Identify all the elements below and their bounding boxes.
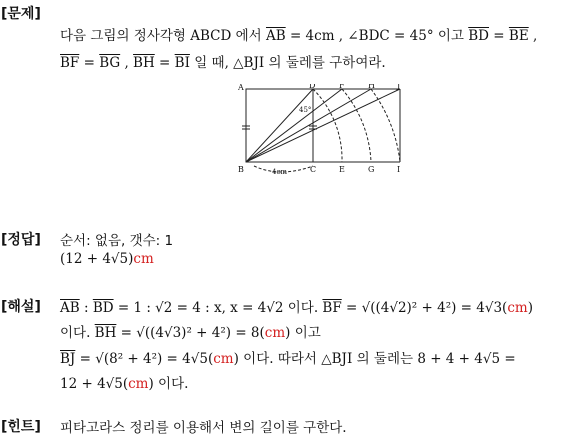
point-e-label: E (339, 165, 345, 174)
geometry-figure (238, 84, 408, 178)
hint-label: [힌트] (1, 419, 41, 435)
explanation-line-1: $\overline{AB}$ : $\overline{BD} = 1$ : √2 = 4 : x, x = 4√2 이다. $\overline{BF} = √((4√2)^2 + 4^2) = 4√3(cm)$ (60, 300, 533, 316)
explanation-line-3: $\overline{BJ} = √(8^2 + 4^2) = 4√5(cm)$ 이다. 따라서 △BJI 의 둘레는 8 + 4 + 4√5 = (60, 351, 516, 367)
point-f-label: F (339, 84, 345, 90)
point-d-label: D (309, 84, 316, 90)
answer-label: [정답] (1, 232, 41, 248)
point-b-label: B (238, 165, 244, 174)
answer-line-1: 순서: 없음, 갯수: 1 (60, 233, 174, 249)
answer-line-2 (60, 251, 154, 267)
arc-f-g (342, 89, 371, 162)
angle-label: 45° (299, 106, 312, 114)
point-g-label: G (368, 165, 375, 174)
hint-text: 피타고라스 정리를 이용해서 변의 길이를 구한다. (60, 420, 347, 436)
explanation-label: [해설] (1, 299, 41, 315)
problem-line-1: 다음 그림의 정사각형 ABCD 에서 $\overline{AB} = 4cm$ , ∠BDC = 45° 이고 $\overline{BD} = \overline{BE}$ , (60, 28, 538, 44)
side-length-label: 4cm (272, 168, 288, 176)
segment-bd (246, 89, 313, 162)
problem-label: [문제] (1, 6, 41, 22)
answer-value: (12 + 4√5) (60, 251, 134, 267)
point-c-label: C (310, 165, 317, 174)
segment-bh (246, 89, 371, 162)
explanation-line-4: 12 + 4√5(cm) 이다. (60, 376, 189, 392)
problem-line-2: $\overline{BF} = \overline{BG}$ , $\overline{BH} = \overline{BI}$ 일 때, △BJI 의 둘레를 구하여라. (60, 55, 386, 71)
segment-bj (246, 89, 400, 162)
point-h-label: H (368, 84, 375, 90)
explanation-line-2: 이다. $\overline{BH} = √((4√3)^2 + 4^2) = 8(cm)$ 이고 (60, 325, 321, 341)
point-j-label: J (397, 84, 401, 90)
point-a-label: A (238, 84, 244, 92)
answer-unit: cm (133, 251, 154, 267)
point-i-label: I (397, 165, 401, 174)
segment-bf (246, 89, 342, 162)
arc-h-i (371, 89, 400, 162)
